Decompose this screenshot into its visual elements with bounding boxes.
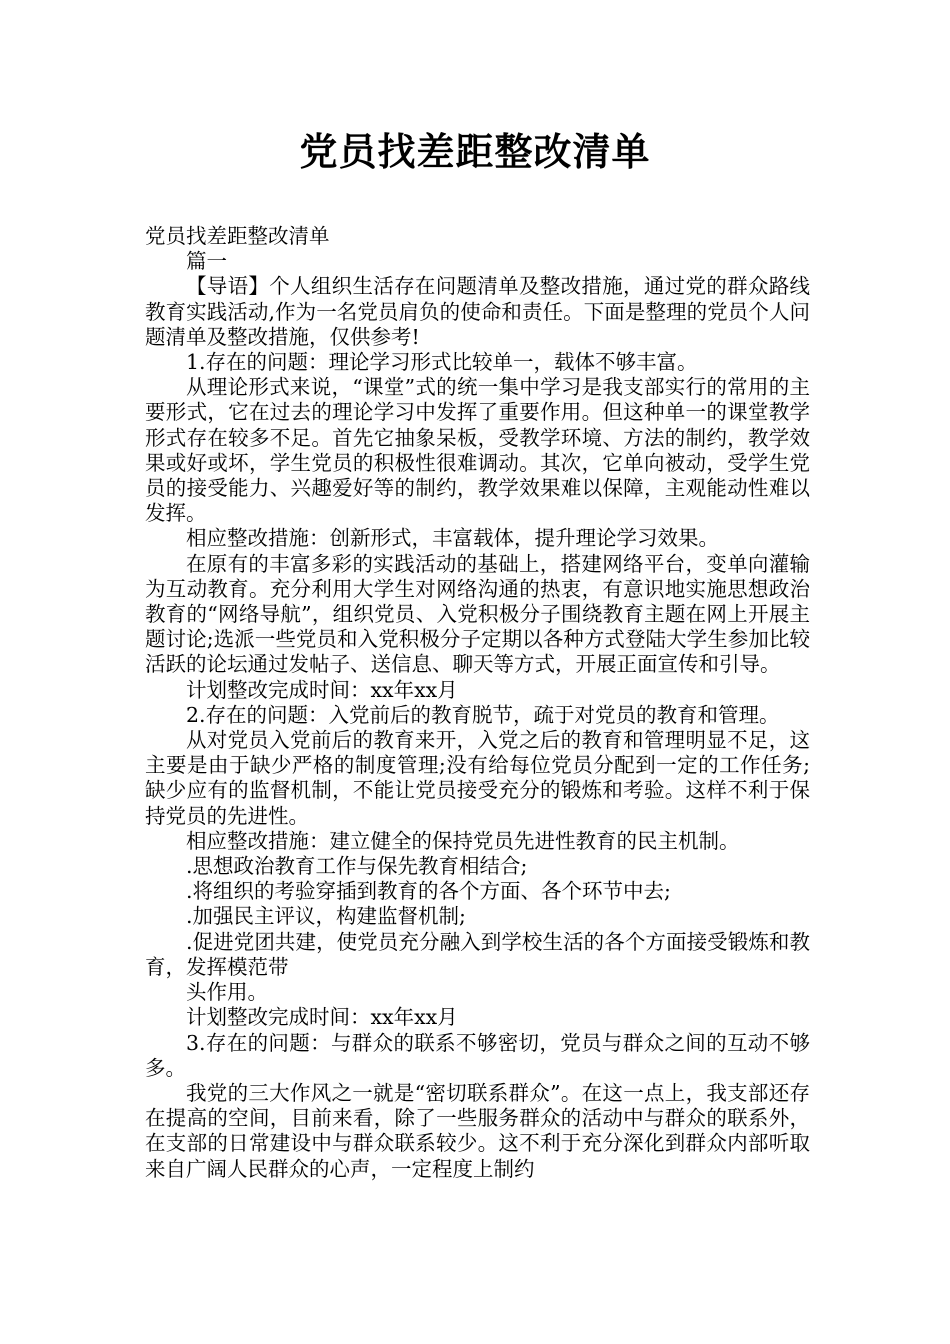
document-title: 党员找差距整改清单 [299,130,651,174]
paragraph: 在原有的丰富多彩的实践活动的基础上，搭建网络平台，变单向灌输为互动教育。充分利用大学生对网络沟通的热衷，有意识地实施思想政治教育的“网络导航”，组织党员、入党积极分子围绕教育主题在网上开展主题讨论;选派一些党员和入党积极分子定期以各种方式登陆大学生参加比较活跃的论坛通过发帖子、送信息、聊天等方式，开展正面宣传和引导。 [145,551,810,677]
paragraph: .促进党团共建，使党员充分融入到学校生活的各个方面接受锻炼和教育，发挥模范带 [145,929,810,979]
paragraph: 我党的三大作风之一就是“密切联系群众”。在这一点上，我支部还存在提高的空间，目前来看，除了一些服务群众的活动中与群众的联系外，在支部的日常建设中与群众联系较少。这不利于充分深化到群众内部听取来自广阔人民群众的心声，一定程度上制约 [145,1080,810,1181]
paragraph: 3.存在的问题：与群众的联系不够密切，党员与群众之间的互动不够多。 [145,1030,810,1080]
paragraph: 2.存在的问题：入党前后的教育脱节，疏于对党员的教育和管理。 [186,702,780,727]
paragraph: 相应整改措施：建立健全的保持党员先进性教育的民主机制。 [186,828,740,853]
paragraph: .思想政治教育工作与保先教育相结合; [186,854,528,879]
paragraph: .将组织的考验穿插到教育的各个方面、各个环节中去; [186,879,671,904]
paragraph: 计划整改完成时间：xx年xx月 [186,1005,458,1030]
paragraph: .加强民主评议，构建监督机制; [186,904,466,929]
paragraph: 相应整改措施：创新形式，丰富载体，提升理论学习效果。 [186,526,719,551]
paragraph: 头作用。 [186,980,268,1005]
paragraph: 从理论形式来说，“课堂”式的统一集中学习是我支部实行的常用的主要形式，它在过去的理论学习中发挥了重要作用。但这种单一的课堂教学形式存在较多不足。首先它抽象呆板，受教学环境、方法的制约，教学效果或好或坏，学生党员的积极性很难调动。其次，它单向被动，受学生党员的接受能力、兴趣爱好等的制约，教学效果难以保障，主观能动性难以发挥。 [145,375,810,526]
paragraph: 篇一 [186,249,227,274]
document-body [145,224,810,1182]
paragraph: 计划整改完成时间：xx年xx月 [186,677,458,702]
paragraph: 从对党员入党前后的教育来开，入党之后的教育和管理明显不足，这主要是由于缺少严格的制度管理;没有给每位党员分配到一定的工作任务;缺少应有的监督机制，不能让党员接受充分的锻炼和考验。这样不利于保持党员的先进性。 [145,728,810,828]
paragraph: 1.存在的问题：理论学习形式比较单一，载体不够丰富。 [186,350,698,375]
paragraph: 党员找差距整改清单 [145,224,330,248]
paragraph: 【导语】个人组织生活存在问题清单及整改措施，通过党的群众路线教育实践活动,作为一名党员肩负的使命和责任。下面是整理的党员个人问题清单及整改措施，仅供参考! [145,274,810,349]
